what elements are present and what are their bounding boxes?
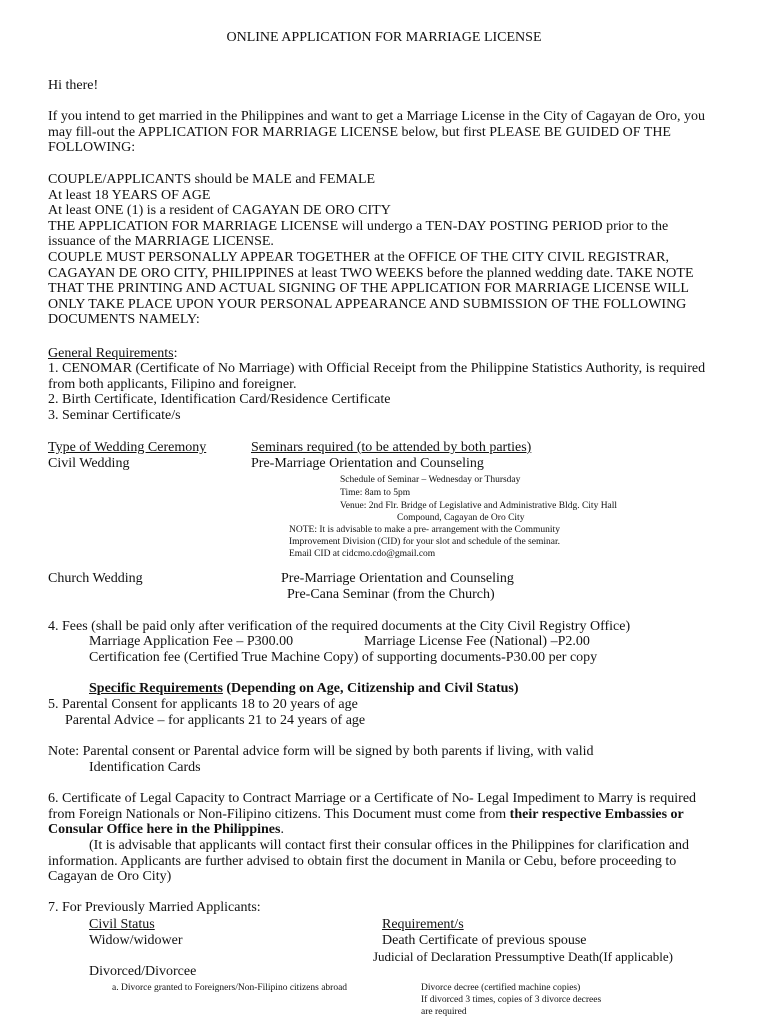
guideline-item: THE APPLICATION FOR MARRIAGE LICENSE will undergo a TEN-DAY POSTING PERIOD prior to the issuance of the MARRIAGE LICENSE. [48,218,669,250]
divorce-item-a: a. Divorce granted to Foreigners/Non-Filipino citizens abroad [112,983,348,993]
parental-note-line-1: Note: Parental consent or Parental advice form will be signed by both parents if living, with valid [48,744,594,759]
parental-note-line-2: Identification Cards [89,760,201,775]
guideline-item: At least 18 YEARS OF AGE [48,187,211,203]
seminar-time: Time: 8am to 5pm [340,488,411,498]
divorce-requirement-1: Divorce decree (certified machine copies) [421,983,581,993]
specific-requirements-sub: (Depending on Age, Citizenship and Civil Status) [222,681,519,696]
specific-requirements-heading [89,681,519,697]
civil-wedding-label: Civil Wedding [48,456,130,471]
widow-label: Widow/widower [89,933,183,948]
parental-consent: 5. Parental Consent for applicants 18 to 20 years of age [48,697,358,712]
document-title: ONLINE APPLICATION FOR MARRIAGE LICENSE [226,30,542,45]
parental-advice: Parental Advice – for applicants 21 to 24 years of age [65,713,366,728]
fee-license: Marriage License Fee (National) –P2.00 [364,634,590,649]
fees-heading: 4. Fees (shall be paid only after verification of the required documents at the City Civil Registry Office) [48,619,631,634]
general-requirements-heading [48,346,177,362]
divorced-label: Divorced/Divorcee [89,964,197,979]
seminar-venue-line-2: Compound, Cagayan de Oro City [397,513,525,523]
general-requirements-label: General Requirements [48,346,174,361]
civil-status-header: Civil Status [89,917,155,932]
item-6-paragraph [48,791,708,838]
seminar-venue-line-1: Venue: 2nd Flr. Bridge of Legislative and Administrative Bldg. City Hall [340,501,618,511]
item-6-bold: their respective Embassies or Consular Office here in the Philippines [48,806,684,838]
item-6-text: 6. Certificate of Legal Capacity to Contract Marriage or a Certificate of No- Legal Impediment to Marry is required from Foreign Nationals or Non-Filipino citizens. This Document must come from [48,791,697,822]
ceremony-column-header: Type of Wedding Ceremony [48,440,207,455]
widow-requirement-1: Death Certificate of previous spouse [382,933,587,948]
general-item-1: 1. CENOMAR (Certificate of No Marriage) with Official Receipt from the Philippine Statistics Authority, is required from both applicants, Filipino and foreigner. [48,361,706,392]
church-wedding-label: Church Wedding [48,571,143,586]
guideline-item: COUPLE/APPLICANTS should be MALE and FEMALE [48,172,376,187]
guideline-item: At least ONE (1) is a resident of CAGAYAN DE ORO CITY [48,203,391,219]
church-seminar-2: Pre-Cana Seminar (from the Church) [287,587,495,602]
civil-wedding-seminar: Pre-Marriage Orientation and Counseling [251,456,484,471]
fee-application: Marriage Application Fee – P300.00 [89,634,294,649]
general-requirements-list [48,361,708,423]
requirements-header: Requirement/s [382,917,464,932]
item-7-heading: 7. For Previously Married Applicants: [48,900,261,915]
item-6-end: . [280,822,284,838]
seminar-note-line-2: Improvement Division (CID) for your slot and schedule of the seminar. [289,537,560,547]
greeting: Hi there! [48,78,99,93]
seminar-schedule: Schedule of Seminar – Wednesday or Thursday [340,475,521,485]
specific-requirements-label: Specific Requirements [89,681,223,696]
seminar-note-line-1: NOTE: It is advisable to make a pre- arrangement with the Community [289,525,560,535]
item-6-advice: (It is advisable that applicants will contact first their consular offices in the Philippines for clarification and information. Applicants are further advised to obtain first the document in Manila or Cebu, before proceeding to Cagayan de Oro City) [48,838,690,885]
divorce-requirement-3: are required [421,1007,467,1017]
general-item-3: 3. Seminar Certificate/s [48,407,181,423]
divorce-requirement-2: If divorced 3 times, copies of 3 divorce decrees [421,995,602,1005]
seminar-email: Email CID at cidcmo.cdo@gmail.com [289,549,436,559]
widow-requirement-2: Judicial of Declaration Pressumptive Death(If applicable) [373,949,673,964]
guideline-item: COUPLE MUST PERSONALLY APPEAR TOGETHER at the OFFICE OF THE CITY CIVIL REGISTRAR, CAGAYAN DE ORO CITY, PHILIPPINES at least TWO WEEKS before the planned wedding date. TAKE NOTE THAT THE PRINTING AND ACTUAL SIGNING OF THE APPLICATION FOR MARRIAGE LICENSE WILL ONLY TAKE PLACE UPON YOUR PERSONAL APPEARANCE AND SUBMISSION OF THE FOLLOWING DOCUMENTS NAMELY: [48,249,694,328]
fee-certification: Certification fee (Certified True Machine Copy) of supporting documents-P30.00 per copy [89,650,598,665]
seminar-column-header: Seminars required (to be attended by both parties) [251,440,532,455]
intro-paragraph: If you intend to get married in the Philippines and want to get a Marriage License in the City of Cagayan de Oro, you may fill-out the APPLICATION FOR MARRIAGE LICENSE below, but first PLEASE BE GUIDED OF THE FOLLOWING: [48,109,706,156]
general-requirements-colon: : [173,346,178,361]
general-item-2: 2. Birth Certificate, Identification Card/Residence Certificate [48,392,391,408]
guidelines-block [48,172,708,328]
church-seminar-1: Pre-Marriage Orientation and Counseling [281,571,514,586]
